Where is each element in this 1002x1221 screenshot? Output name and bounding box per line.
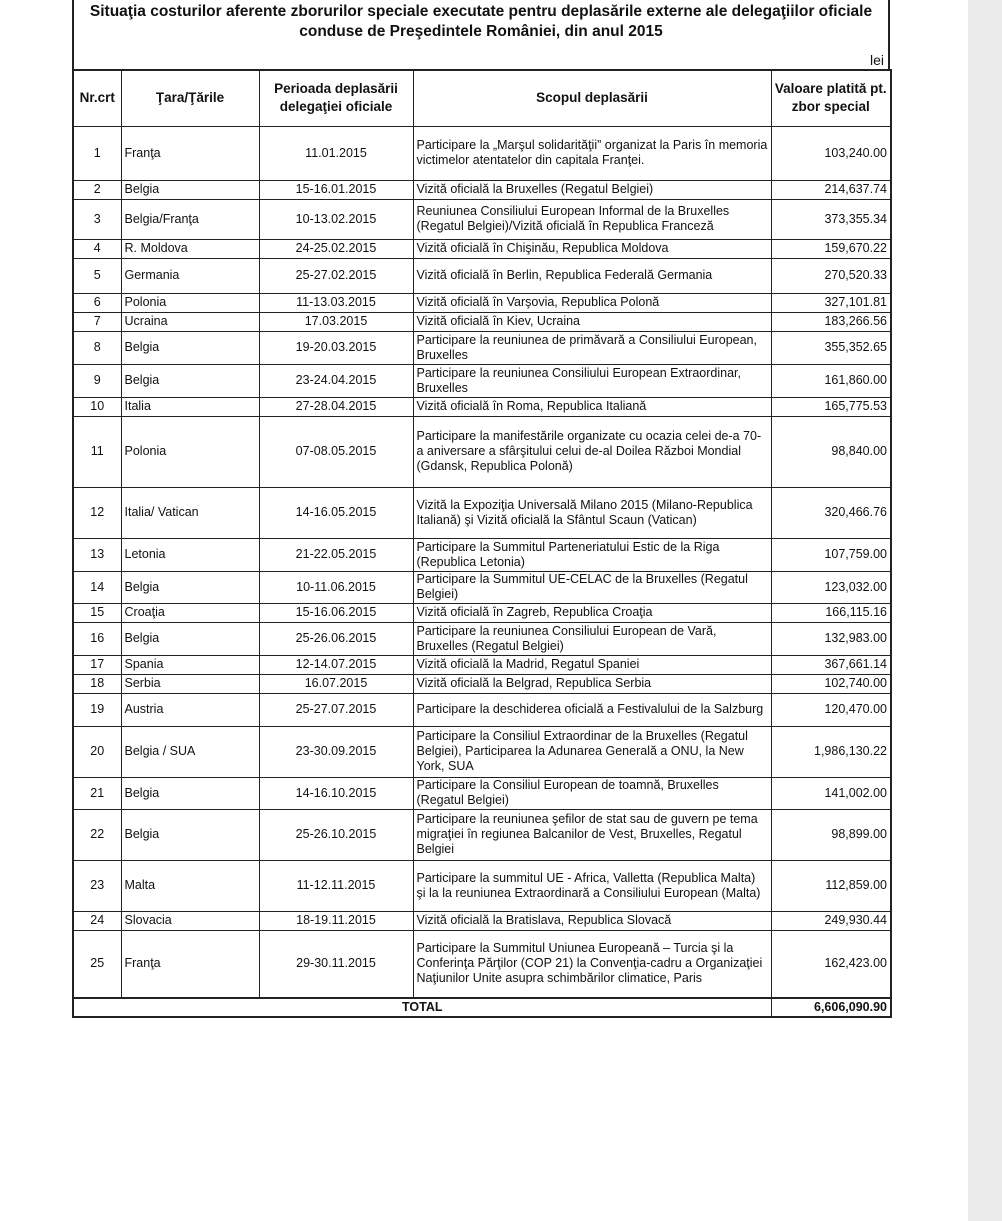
row-country: Belgia / SUA bbox=[121, 726, 259, 777]
row-number: 14 bbox=[73, 571, 121, 603]
row-value: 214,637.74 bbox=[771, 180, 891, 199]
table-row bbox=[73, 809, 891, 860]
row-number: 24 bbox=[73, 911, 121, 930]
row-number: 18 bbox=[73, 674, 121, 693]
table-row bbox=[73, 180, 891, 199]
row-period: 21-22.05.2015 bbox=[259, 538, 413, 571]
title-box bbox=[72, 0, 890, 69]
row-period: 16.07.2015 bbox=[259, 674, 413, 693]
total-label: TOTAL bbox=[73, 998, 771, 1017]
row-value: 120,470.00 bbox=[771, 693, 891, 726]
row-number: 22 bbox=[73, 809, 121, 860]
row-number: 8 bbox=[73, 331, 121, 364]
table-row bbox=[73, 293, 891, 312]
row-value: 123,032.00 bbox=[771, 571, 891, 603]
row-period: 19-20.03.2015 bbox=[259, 331, 413, 364]
row-value: 98,840.00 bbox=[771, 416, 891, 487]
table-header-row bbox=[73, 70, 891, 126]
row-value: 1,986,130.22 bbox=[771, 726, 891, 777]
row-period: 18-19.11.2015 bbox=[259, 911, 413, 930]
table-row bbox=[73, 603, 891, 622]
row-purpose: Participare la deschiderea oficială a Festivalului de la Salzburg bbox=[413, 693, 771, 726]
row-country: Italia/ Vatican bbox=[121, 487, 259, 538]
row-purpose: Vizită oficială la Madrid, Regatul Spaniei bbox=[413, 655, 771, 674]
table-row bbox=[73, 860, 891, 911]
row-value: 355,352.65 bbox=[771, 331, 891, 364]
document-title: Situaţia costurilor aferente zborurilor speciale executate pentru deplasările externe ale delegaţiilor oficiale conduse de Preşedintele României, din anul 2015 bbox=[89, 3, 873, 40]
row-value: 112,859.00 bbox=[771, 860, 891, 911]
row-country: R. Moldova bbox=[121, 239, 259, 258]
table-row bbox=[73, 364, 891, 397]
row-purpose: Participare la reuniunea de primăvară a Consiliului European, Bruxelles bbox=[413, 331, 771, 364]
table-row bbox=[73, 312, 891, 331]
scrollbar-gutter bbox=[968, 0, 1002, 1221]
row-country: Italia bbox=[121, 397, 259, 416]
row-country: Belgia bbox=[121, 777, 259, 809]
row-purpose: Participare la Summitul Parteneriatului Estic de la Riga (Republica Letonia) bbox=[413, 538, 771, 571]
row-country: Ucraina bbox=[121, 312, 259, 331]
row-period: 07-08.05.2015 bbox=[259, 416, 413, 487]
row-number: 16 bbox=[73, 622, 121, 655]
table-row bbox=[73, 239, 891, 258]
document-page bbox=[72, 0, 890, 1018]
header-nr: Nr.crt bbox=[73, 70, 121, 126]
row-period: 25-26.06.2015 bbox=[259, 622, 413, 655]
row-period: 11-12.11.2015 bbox=[259, 860, 413, 911]
row-value: 162,423.00 bbox=[771, 930, 891, 998]
row-value: 249,930.44 bbox=[771, 911, 891, 930]
header-country: Ţara/Ţările bbox=[121, 70, 259, 126]
row-period: 12-14.07.2015 bbox=[259, 655, 413, 674]
row-value: 373,355.34 bbox=[771, 199, 891, 239]
row-period: 29-30.11.2015 bbox=[259, 930, 413, 998]
row-number: 10 bbox=[73, 397, 121, 416]
row-period: 11.01.2015 bbox=[259, 126, 413, 180]
row-period: 14-16.05.2015 bbox=[259, 487, 413, 538]
row-country: Franţa bbox=[121, 930, 259, 998]
row-value: 141,002.00 bbox=[771, 777, 891, 809]
row-period: 11-13.03.2015 bbox=[259, 293, 413, 312]
row-period: 14-16.10.2015 bbox=[259, 777, 413, 809]
row-purpose: Participare la reuniunea Consiliului European Extraordinar, Bruxelles bbox=[413, 364, 771, 397]
row-number: 6 bbox=[73, 293, 121, 312]
row-period: 25-26.10.2015 bbox=[259, 809, 413, 860]
row-country: Serbia bbox=[121, 674, 259, 693]
row-number: 17 bbox=[73, 655, 121, 674]
row-country: Austria bbox=[121, 693, 259, 726]
row-country: Polonia bbox=[121, 293, 259, 312]
row-value: 320,466.76 bbox=[771, 487, 891, 538]
header-purpose: Scopul deplasării bbox=[413, 70, 771, 126]
row-period: 24-25.02.2015 bbox=[259, 239, 413, 258]
row-value: 161,860.00 bbox=[771, 364, 891, 397]
row-value: 166,115.16 bbox=[771, 603, 891, 622]
row-country: Germania bbox=[121, 258, 259, 293]
row-purpose: Participare la Consiliul European de toamnă, Bruxelles (Regatul Belgiei) bbox=[413, 777, 771, 809]
row-number: 11 bbox=[73, 416, 121, 487]
row-period: 10-13.02.2015 bbox=[259, 199, 413, 239]
row-purpose: Participare la Consiliul Extraordinar de la Bruxelles (Regatul Belgiei), Participarea la Adunarea Generală a ONU, la New York, SUA bbox=[413, 726, 771, 777]
row-number: 2 bbox=[73, 180, 121, 199]
currency-label: lei bbox=[869, 52, 884, 68]
row-country: Belgia bbox=[121, 180, 259, 199]
row-number: 9 bbox=[73, 364, 121, 397]
header-period: Perioada deplasării delegaţiei oficiale bbox=[259, 70, 413, 126]
row-purpose: Vizită oficială în Zagreb, Republica Croaţia bbox=[413, 603, 771, 622]
row-value: 165,775.53 bbox=[771, 397, 891, 416]
table-row bbox=[73, 911, 891, 930]
header-value: Valoare platită pt. zbor special bbox=[771, 70, 891, 126]
total-row bbox=[73, 998, 891, 1017]
row-purpose: Vizită oficială la Belgrad, Republica Serbia bbox=[413, 674, 771, 693]
row-period: 10-11.06.2015 bbox=[259, 571, 413, 603]
row-period: 15-16.01.2015 bbox=[259, 180, 413, 199]
table-body bbox=[73, 126, 891, 998]
row-country: Spania bbox=[121, 655, 259, 674]
row-value: 183,266.56 bbox=[771, 312, 891, 331]
row-purpose: Participare la Summitul Uniunea Europeană – Turcia şi la Conferinţa Părţilor (COP 21) la Convenţia-cadru a Organizaţiei Naţiunilor Unite asupra schimbărilor climatice, Paris bbox=[413, 930, 771, 998]
row-period: 25-27.02.2015 bbox=[259, 258, 413, 293]
row-number: 23 bbox=[73, 860, 121, 911]
row-purpose: Participare la „Marşul solidarităţii” organizat la Paris în memoria victimelor atentatelor din capitala Franţei. bbox=[413, 126, 771, 180]
row-number: 25 bbox=[73, 930, 121, 998]
row-number: 12 bbox=[73, 487, 121, 538]
row-period: 23-30.09.2015 bbox=[259, 726, 413, 777]
table-row bbox=[73, 258, 891, 293]
table-row bbox=[73, 693, 891, 726]
row-period: 17.03.2015 bbox=[259, 312, 413, 331]
row-number: 7 bbox=[73, 312, 121, 331]
table-row bbox=[73, 655, 891, 674]
row-value: 367,661.14 bbox=[771, 655, 891, 674]
row-purpose: Participare la reuniunea şefilor de stat sau de guvern pe tema migraţiei în regiunea Balcanilor de Vest, Bruxelles, Regatul Belgiei bbox=[413, 809, 771, 860]
row-country: Belgia bbox=[121, 622, 259, 655]
table-row bbox=[73, 622, 891, 655]
row-value: 98,899.00 bbox=[771, 809, 891, 860]
row-purpose: Participare la summitul UE - Africa, Valletta (Republica Malta) şi la la reuniunea Extraordinară a Consiliului European (Malta) bbox=[413, 860, 771, 911]
row-country: Slovacia bbox=[121, 911, 259, 930]
row-purpose: Vizită oficială în Varşovia, Republica Polonă bbox=[413, 293, 771, 312]
row-number: 21 bbox=[73, 777, 121, 809]
row-number: 1 bbox=[73, 126, 121, 180]
row-country: Polonia bbox=[121, 416, 259, 487]
row-value: 327,101.81 bbox=[771, 293, 891, 312]
row-country: Malta bbox=[121, 860, 259, 911]
row-country: Belgia/Franţa bbox=[121, 199, 259, 239]
table-row bbox=[73, 777, 891, 809]
row-number: 5 bbox=[73, 258, 121, 293]
table-row bbox=[73, 726, 891, 777]
row-purpose: Participare la Summitul UE-CELAC de la Bruxelles (Regatul Belgiei) bbox=[413, 571, 771, 603]
row-period: 25-27.07.2015 bbox=[259, 693, 413, 726]
row-value: 132,983.00 bbox=[771, 622, 891, 655]
table-row bbox=[73, 674, 891, 693]
row-purpose: Vizită oficială în Kiev, Ucraina bbox=[413, 312, 771, 331]
row-purpose: Vizită la Expoziţia Universală Milano 2015 (Milano-Republica Italiană) şi Vizită oficială la Sfântul Scaun (Vatican) bbox=[413, 487, 771, 538]
row-value: 107,759.00 bbox=[771, 538, 891, 571]
table-row bbox=[73, 930, 891, 998]
row-country: Belgia bbox=[121, 364, 259, 397]
row-value: 270,520.33 bbox=[771, 258, 891, 293]
table-row bbox=[73, 397, 891, 416]
row-country: Croaţia bbox=[121, 603, 259, 622]
row-value: 103,240.00 bbox=[771, 126, 891, 180]
row-number: 13 bbox=[73, 538, 121, 571]
table-row bbox=[73, 331, 891, 364]
table-row bbox=[73, 126, 891, 180]
row-value: 159,670.22 bbox=[771, 239, 891, 258]
row-period: 23-24.04.2015 bbox=[259, 364, 413, 397]
table-row bbox=[73, 487, 891, 538]
row-purpose: Vizită oficială la Bruxelles (Regatul Belgiei) bbox=[413, 180, 771, 199]
row-purpose: Participare la manifestările organizate cu ocazia celei de-a 70-a aniversare a sfârşitului celui de-al Doilea Război Mondial (Gdansk, Republica Polonă) bbox=[413, 416, 771, 487]
row-country: Letonia bbox=[121, 538, 259, 571]
row-value: 102,740.00 bbox=[771, 674, 891, 693]
table-row bbox=[73, 199, 891, 239]
total-value: 6,606,090.90 bbox=[771, 998, 891, 1017]
row-purpose: Participare la reuniunea Consiliului European de Vară, Bruxelles (Regatul Belgiei) bbox=[413, 622, 771, 655]
table-row bbox=[73, 571, 891, 603]
row-number: 19 bbox=[73, 693, 121, 726]
row-country: Belgia bbox=[121, 331, 259, 364]
row-purpose: Vizită oficială în Berlin, Republica Federală Germania bbox=[413, 258, 771, 293]
row-number: 20 bbox=[73, 726, 121, 777]
row-purpose: Vizită oficială la Bratislava, Republica Slovacă bbox=[413, 911, 771, 930]
row-period: 27-28.04.2015 bbox=[259, 397, 413, 416]
table-row bbox=[73, 538, 891, 571]
row-number: 3 bbox=[73, 199, 121, 239]
row-country: Franţa bbox=[121, 126, 259, 180]
row-purpose: Vizită oficială în Roma, Republica Italiană bbox=[413, 397, 771, 416]
row-country: Belgia bbox=[121, 571, 259, 603]
row-country: Belgia bbox=[121, 809, 259, 860]
row-number: 15 bbox=[73, 603, 121, 622]
row-number: 4 bbox=[73, 239, 121, 258]
table-row bbox=[73, 416, 891, 487]
costs-table bbox=[72, 69, 892, 1018]
row-period: 15-16.06.2015 bbox=[259, 603, 413, 622]
row-purpose: Reuniunea Consiliului European Informal de la Bruxelles (Regatul Belgiei)/Vizită oficială în Republica Franceză bbox=[413, 199, 771, 239]
row-purpose: Vizită oficială în Chişinău, Republica Moldova bbox=[413, 239, 771, 258]
